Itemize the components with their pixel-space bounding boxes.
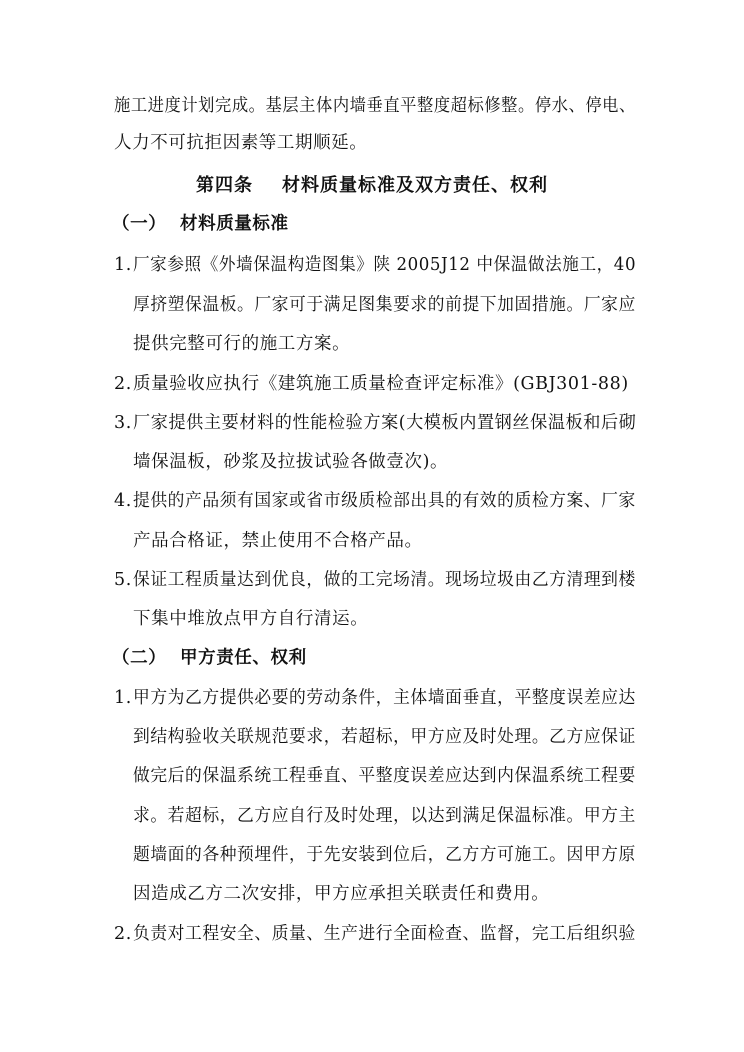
section-title: 材料质量标准 (180, 214, 289, 234)
item-number: 2. (114, 924, 132, 944)
item-number: 2. (114, 374, 132, 394)
item-text: 厂家提供主要材料的性能检验方案(大模板内置钢丝保温板和后砌 (133, 413, 637, 433)
item-text: 提供的产品须有国家或省市级质检部出具的有效的质检方案、厂家 (133, 491, 636, 511)
item-text: 因造成乙方二次安排，甲方应承担关联责任和费用。 (133, 884, 550, 904)
item-text: 质量验收应执行《建筑施工质量检查评定标准》(GBJ301-88) (133, 374, 629, 394)
item-text: 到结构验收关联规范要求，若超标，甲方应及时处理。乙方应保证 (133, 727, 636, 747)
section-title: 甲方责任、权利 (180, 648, 307, 668)
article-title: 第四条 材料质量标准及双方责任、权利 (195, 175, 549, 196)
item-text: 产品合格证，禁止使用不合格产品。 (133, 531, 423, 551)
section-label: （二） (112, 648, 167, 668)
item-text: 保证工程质量达到优良，做的工完场清。现场垃圾由乙方清理到楼 (133, 570, 636, 590)
item-text: 下集中堆放点甲方自行清运。 (133, 609, 369, 629)
item-text: 厚挤塑保温板。厂家可于满足图集要求的前提下加固措施。厂家应 (133, 295, 636, 315)
item-text: 厂家参照《外墙保温构造图集》陕 2005J12 中保温做法施工，40 (133, 255, 637, 275)
section-label: （一） (112, 214, 167, 234)
item-number: 1. (114, 688, 132, 708)
item-text: 提供完整可行的施工方案。 (133, 334, 351, 354)
item-text: 做完后的保温系统工程垂直、平整度误差应达到内保温系统工程要 (133, 766, 636, 786)
item-text: 求。若超标，乙方应自行及时处理，以达到满足保温标准。甲方主 (133, 806, 636, 826)
paragraph-text: 施工进度计划完成。基层主体内墙垂直平整度超标修整。停水、停电、 (114, 96, 636, 116)
item-number: 3. (114, 413, 132, 433)
paragraph-text: 人力不可抗拒因素等工期顺延。 (114, 133, 368, 153)
item-number: 1. (114, 255, 132, 275)
item-text: 甲方为乙方提供必要的劳动条件，主体墙面垂直，平整度误差应达 (133, 688, 636, 708)
item-text: 墙保温板，砂浆及拉拔试验各做壹次)。 (133, 452, 449, 472)
item-number: 4. (114, 491, 132, 511)
item-number: 5. (114, 570, 132, 590)
item-text: 题墙面的各种预埋件，于先安装到位后，乙方方可施工。因甲方原 (133, 845, 636, 865)
item-text: 负责对工程安全、质量、生产进行全面检查、监督，完工后组织验 (133, 924, 636, 944)
